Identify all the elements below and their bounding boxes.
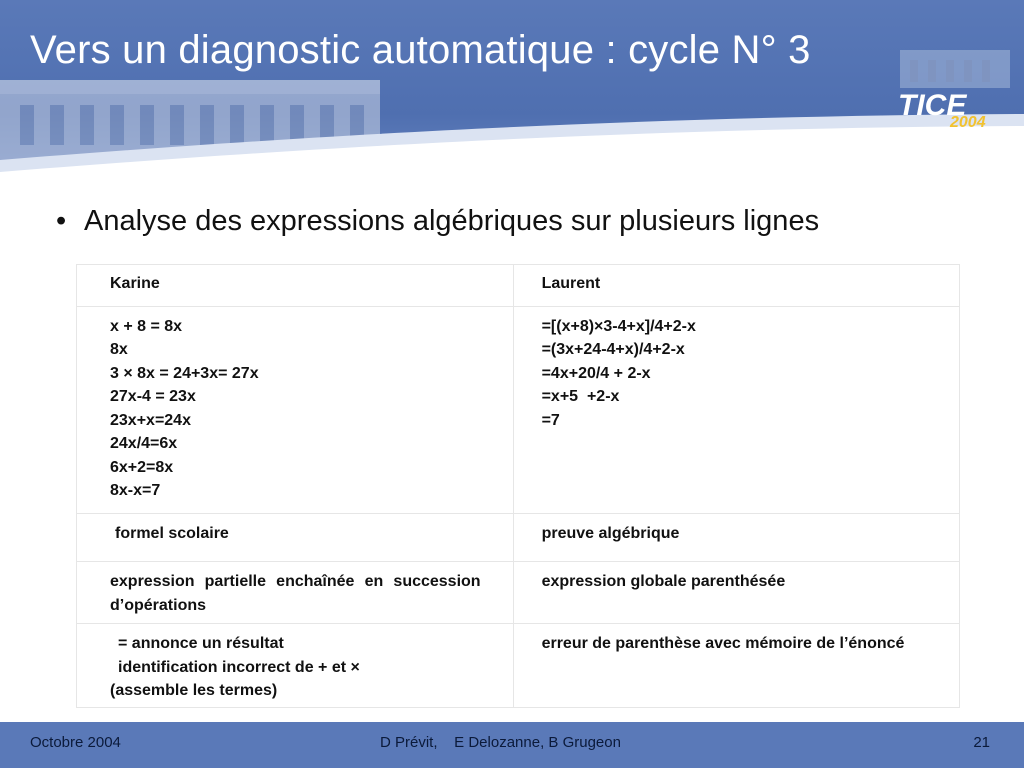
karine-line: 8x-x=7	[110, 482, 161, 499]
karine-line: 3 × 8x = 24+3x= 27x	[110, 364, 259, 382]
laurent-structure: expression globale parenthésée	[541, 573, 786, 590]
tice-logo	[880, 45, 1020, 130]
table-row-errors	[77, 624, 960, 708]
karine-line: x + 8 = 8x	[110, 317, 183, 335]
page-number: 21	[973, 734, 990, 751]
karine-error-line: = annonce un résultat	[118, 635, 284, 652]
table-row-type	[77, 513, 960, 562]
footer-bar	[0, 722, 1024, 768]
header-laurent: Laurent	[541, 275, 601, 292]
karine-error-line: (assemble les termes)	[110, 682, 278, 699]
table-header-row	[77, 265, 960, 307]
bullet-item	[56, 205, 819, 238]
slide-title: Vers un diagnostic automatique : cycle N° 3	[30, 28, 811, 72]
header-banner	[0, 0, 1024, 190]
karine-line: 6x+2=8x	[110, 458, 174, 476]
karine-line: 27x-4 = 23x	[110, 388, 196, 405]
bullet-symbol: •	[56, 205, 67, 237]
logo-text: TICE	[898, 89, 967, 122]
banner-swoosh	[0, 110, 1024, 190]
laurent-error: erreur de parenthèse avec mémoire de l’énoncé	[541, 635, 905, 652]
karine-line: 24x/4=6x	[110, 435, 178, 452]
table-row-expressions	[77, 306, 960, 513]
laurent-line: =(3x+24-4+x)/4+2-x	[541, 341, 685, 358]
karine-structure: expression partielle enchaînée en succession d’opérations	[110, 573, 481, 614]
karine-line: 8x	[110, 341, 128, 358]
bullet-text: Analyse des expressions algébriques sur plusieurs lignes	[84, 205, 820, 237]
laurent-line: =4x+20/4 + 2-x	[541, 364, 651, 382]
footer-date: Octobre 2004	[30, 734, 121, 751]
laurent-type: preuve algébrique	[541, 524, 680, 542]
logo-year: 2004	[950, 114, 986, 130]
table-row-structure	[77, 562, 960, 624]
karine-error-line: identification incorrect de + et ×	[118, 658, 360, 676]
laurent-line: =[(x+8)×3-4+x]/4+2-x	[541, 317, 696, 335]
laurent-line: =x+5 +2-x	[541, 388, 620, 405]
karine-line: 23x+x=24x	[110, 411, 191, 429]
laurent-line: =7	[541, 411, 560, 429]
karine-type: formel scolaire	[115, 524, 229, 542]
header-karine: Karine	[110, 275, 160, 292]
comparison-table	[76, 264, 960, 708]
footer-authors: D Prévit, E Delozanne, B Grugeon	[380, 734, 621, 751]
